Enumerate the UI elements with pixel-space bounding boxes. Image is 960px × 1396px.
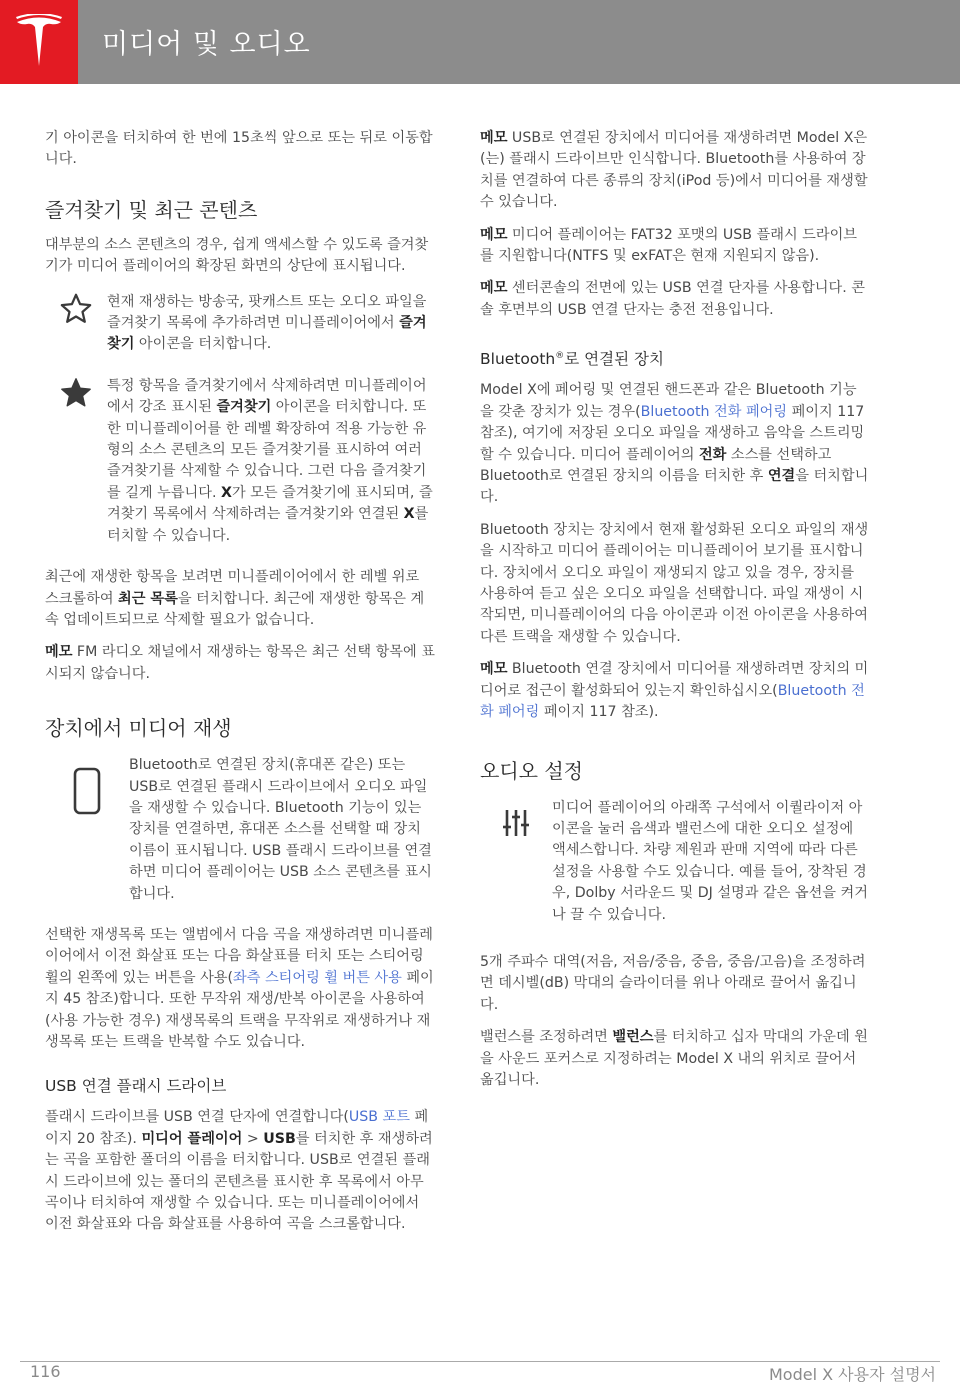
text-part: FM 라디오 채널에서 재생하는 항목은 최근 선택 항목에 표시되지 않습니다.: [45, 644, 435, 682]
note-label: 메모: [480, 226, 508, 243]
note-text-part: 아이콘을 터치합니다. 또한 미니플레이어를 한 레벨 확장하여 적용 가능한 유형의 소스 콘텐츠의 모든 즐겨찾기를 표시하여 여러 즐겨찾기를 삭제할 수 있습니다. 그런 다음 즐겨찾기를 길게 누릅니다.: [107, 399, 427, 501]
manual-name: Model X 사용자 설명서: [769, 1365, 936, 1384]
tesla-logo-icon: [13, 14, 65, 70]
bluetooth-pairing-link[interactable]: Bluetooth 전화 페어링: [480, 682, 865, 721]
bluetooth-paragraph-1: [480, 380, 870, 508]
text-part: Model X에 페어링 및 연결된 핸드폰과 같은 Bluetooth 기능을 갖춘 장치가 있는 경우(: [480, 382, 857, 420]
equalizer-note-text: 미디어 플레이어의 아래쪽 구석에서 이퀄라이저 아이콘을 눌러 음색과 밸런스에 대한 오디오 설정에 액세스합니다. 차량 제원과 판매 지역에 따라 다른 설정을 사용할 수도 있습니다. 예를 들어, 장착된 경우, Dolby 서라운드 및 DJ 설명과 같은 옵션을 켜거나 끌 수 있습니다.: [552, 799, 868, 923]
usb-heading: USB 연결 플래시 드라이브: [45, 1077, 227, 1096]
favorites-paragraph: 대부분의 소스 콘텐츠의 경우, 쉽게 액세스할 수 있도록 즐겨찾기가 미디어 플레이어의 확장된 화면의 상단에 표시됩니다.: [45, 236, 429, 275]
intro-paragraph: 기 아이콘을 터치하여 한 번에 15초씩 앞으로 또는 뒤로 이동합니다.: [45, 130, 433, 168]
note-text-part: 아이콘을 터치합니다.: [134, 336, 272, 353]
usb-paragraph: [45, 1107, 435, 1235]
brand-logo: [0, 0, 78, 84]
usb-note-2: [480, 225, 870, 268]
text-part: 플래시 드라이브를 USB 연결 단자에 연결합니다(: [45, 1109, 349, 1126]
favorite-label: 즐겨찾기: [107, 315, 427, 353]
star-filled-note-text: [107, 376, 435, 547]
note-label: 메모: [480, 130, 508, 146]
text-part: 페이지 20 참조).: [45, 1109, 429, 1147]
note-text-part: 가 모든 즐겨찾기에 표시되며, 즐겨찾기 목록에서 삭제하려는 즐겨찾기와 연결된: [107, 484, 433, 523]
text-part: 를 터치하고 십자 막대의 가운데 원을 사운드 포커스로 지정하려는 Model X 내의 위치로 끌어서 옮깁니다.: [480, 1029, 868, 1088]
balance-label: 밸런스: [612, 1029, 654, 1046]
left-column: [45, 128, 435, 1247]
phone-note: [45, 755, 435, 905]
text-part: 센터콘솔의 전면에 있는 USB 연결 단자를 사용합니다. 콘솔 후면부의 USB 연결 단자는 충전 전용입니다.: [480, 280, 865, 318]
text-part: 로 연결된 장치: [564, 350, 664, 369]
note-text-part: 특정 항목을 즐겨찾기에서 삭제하려면 미니플레이어에서 강조 표시된: [107, 377, 427, 416]
text-part: 밸런스를 조정하려면: [480, 1029, 613, 1046]
note-text-part: 를 터치할 수 있습니다.: [107, 506, 429, 544]
bluetooth-pairing-link[interactable]: Bluetooth 전화 페어링: [640, 403, 788, 420]
favorite-label: 즐겨찾기: [216, 399, 272, 416]
media-player-label: 미디어 플레이어: [141, 1130, 243, 1147]
text-part: 을 터치합니다.: [480, 468, 869, 506]
right-column: [480, 128, 870, 1102]
star-outline-note-text: [107, 292, 435, 356]
device-media-heading: 장치에서 미디어 재생: [45, 716, 232, 741]
text-part: 를 터치한 후 재생하려는 곡을 포함한 폴더의 이름을 터치합니다. USB로 연결된 플래시 드라이브에 있는 폴더의 콘텐츠를 표시한 후 목록에서 아무 곡이나 터치하여 재생할 수 있습니다. 또는 미니플레이어에서 이전 화살표와 다음 화살표를 사용하여 곡을 스크롤합니다.: [45, 1130, 433, 1233]
text-part: 페이지 45 참조)합니다. 또한 무작위 재생/반복 아이콘을 사용하여(사용 가능한 경우) 재생목록의 트랙을 무작위로 재생하거나 재생목록 또는 트랙을 반복할 수도 있습니다.: [45, 969, 434, 1050]
equalizer-paragraph: 5개 주파수 대역(저음, 저음/중음, 중음, 중음/고음)을 조정하려면 데시벨(dB) 막대의 슬라이더를 위나 아래로 끌어서 옮깁니다.: [480, 953, 866, 1013]
text-part: 선택한 재생목록 또는 앨범에서 다음 곡을 재생하려면 미니플레이어에서 이전 화살표 또는 다음 화살표를 터치 또는 스티어링 휠의 왼쪽에 있는 버튼을 사용(: [45, 926, 433, 986]
usb-label: USB: [263, 1130, 296, 1147]
text-part: 최근에 재생한 항목을 보려면 미니플레이어에서 한 레벨 위로 스크롤하여: [45, 569, 420, 607]
note-label: 메모: [480, 661, 508, 678]
usb-note-3: [480, 278, 870, 321]
text-part: Bluetooth 연결 장치에서 미디어를 재생하려면 장치의 미디어로 접근이 활성화되어 있는지 확인하십시오(: [480, 661, 869, 699]
note-label: 메모: [45, 644, 73, 661]
phone-icon: [72, 767, 102, 815]
note-label: 메모: [480, 280, 508, 297]
text-part: 소스를 선택하고 Bluetooth로 연결된 장치의 이름을 터치한 후: [480, 446, 832, 485]
star-outline-note: [45, 292, 435, 356]
text-part: 미디어 플레이어는 FAT32 포맷의 USB 플래시 드라이브를 지원합니다(NTFS 및 exFAT은 현재 지원되지 않음).: [480, 226, 857, 265]
star-filled-note: [45, 376, 435, 547]
recent-list-label: 최근 목록: [118, 590, 178, 607]
x-label: X: [403, 506, 415, 523]
text-part: 페이지 117 참조), 여기에 저장된 오디오 파일을 재생하고 음악을 스트리밍할 수 있습니다. 미디어 플레이어의: [480, 403, 865, 463]
page-header: [0, 0, 960, 84]
playlist-paragraph: [45, 925, 435, 1053]
usb-note-1: [480, 128, 870, 214]
bluetooth-heading: [480, 345, 870, 370]
star-outline-icon: [59, 292, 93, 326]
registered-mark: ®: [555, 351, 565, 362]
x-label: X: [220, 484, 232, 501]
page-title: 미디어 및 오디오: [102, 29, 311, 60]
equalizer-note: [480, 798, 870, 926]
favorites-heading: 즐겨찾기 및 최근 콘텐츠: [45, 197, 258, 222]
star-filled-icon: [59, 376, 93, 410]
recent-paragraph: [45, 567, 435, 631]
fm-note: [45, 642, 435, 685]
bluetooth-paragraph-2: Bluetooth 장치는 장치에서 현재 활성화된 오디오 파일의 재생을 시작하고 미디어 플레이어는 미니플레이어 보기를 표시합니다. 장치에서 오디오 파일이 재생되지 않고 있을 경우, 장치를 사용하여 듣고 싶은 오디오 파일을 선택합니다. 파일 재생이 시작되면, 미니플레이어의 다음 아이콘과 이전 아이콘을 사용하여 다른 트랙을 재생할 수 있습니다.: [480, 521, 869, 645]
equalizer-icon: [502, 808, 530, 838]
page-number: 116: [30, 1362, 61, 1381]
text-part: USB로 연결된 장치에서 미디어를 재생하려면 Model X은(는) 플래시 드라이브만 인식합니다. Bluetooth를 사용하여 장치를 연결하여 다른 종류의 장치(iPod 등)에서 미디어를 재생할 수 있습니다.: [480, 130, 868, 211]
usb-port-link[interactable]: USB 포트: [348, 1109, 410, 1126]
steering-wheel-buttons-link[interactable]: 좌측 스티어링 휠 버튼 사용: [233, 969, 402, 986]
bluetooth-note: [480, 659, 870, 723]
balance-paragraph: [480, 1027, 870, 1091]
text-part: 을 터치합니다. 최근에 재생한 항목은 계속 업데이트되므로 삭제할 필요가 없습니다.: [45, 590, 425, 628]
text-part: >: [242, 1130, 264, 1147]
phone-label: 전화: [698, 446, 727, 463]
text-part: 페이지 117 참조).: [539, 704, 659, 721]
phone-note-text: Bluetooth로 연결된 장치(휴대폰 같은) 또는 USB로 연결된 플래시 드라이브에서 오디오 파일을 재생할 수 있습니다. Bluetooth 기능이 있는 장치를 연결하면, 휴대폰 소스를 선택할 때 장치 이름이 표시됩니다. USB 플래시 드라이브를 연결하면 미디어 플레이어는 USB 소스 콘텐츠를 표시합니다.: [129, 757, 432, 902]
audio-settings-heading: 오디오 설정: [480, 758, 583, 783]
note-text-part: 현재 재생하는 방송국, 팟캐스트 또는 오디오 파일을 즐겨찾기 목록에 추가하려면 미니플레이어에서: [107, 293, 427, 332]
connect-label: 연결: [767, 468, 796, 485]
text-part: Bluetooth: [480, 350, 556, 369]
